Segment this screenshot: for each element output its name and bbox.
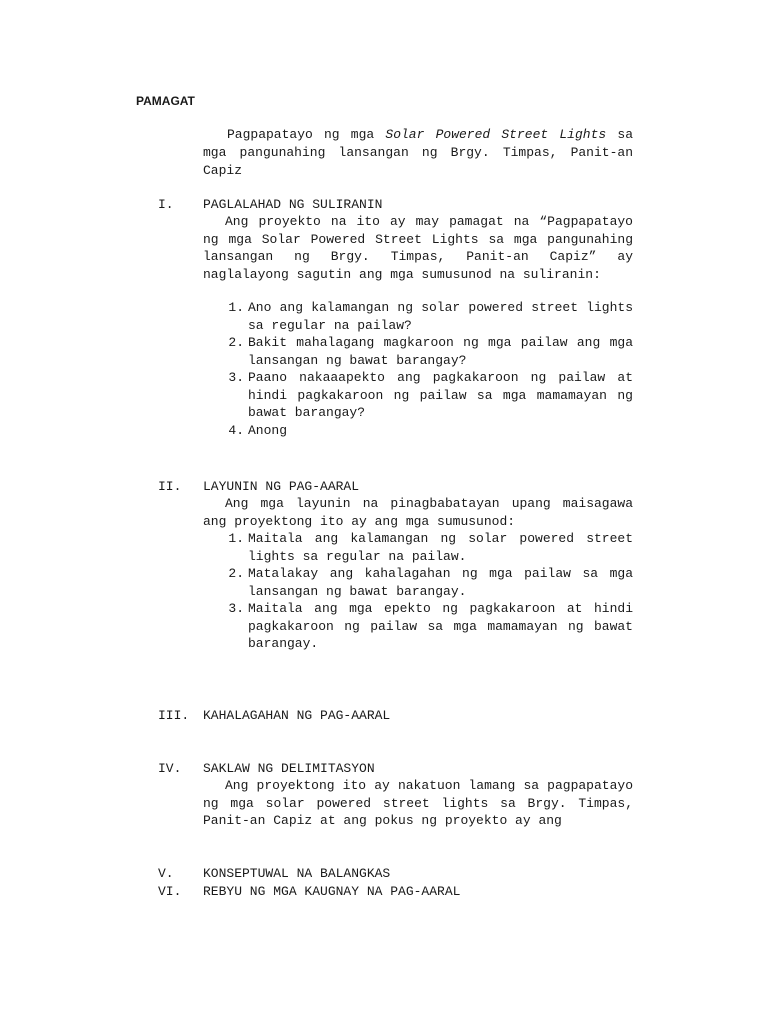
- list-item: [225, 422, 633, 440]
- list-text: Ano ang kalamangan ng solar powered street lights sa regular na pailaw?: [248, 300, 633, 333]
- section-numeral: III.: [158, 708, 190, 723]
- list-number: 1.: [228, 531, 244, 546]
- list-number: 3.: [228, 370, 244, 385]
- list-item: [225, 600, 633, 653]
- question-list: [225, 299, 633, 439]
- page-label: PAMAGAT: [136, 94, 195, 108]
- list-text: Bakit mahalagang magkaroon ng mga pailaw ang mga lansangan ng bawat barangay?: [248, 335, 633, 368]
- section-body: Ang proyekto na ito ay may pamagat na “Pagpapatayo ng mga Solar Powered Street Lights sa mga pangunahing lansangan ng Brgy. Timpas, Panit-an Capiz” ay naglalayong sagutin ang mga sumusunod na suliranin:: [203, 214, 633, 282]
- section-numeral: VI.: [158, 884, 182, 899]
- section-title: KONSEPTUWAL NA BALANGKAS: [203, 866, 391, 881]
- list-text: Anong: [248, 422, 288, 438]
- section-kahalagahan: [158, 707, 633, 724]
- section-numeral: II.: [158, 479, 182, 494]
- list-item: [225, 530, 633, 565]
- section-title: SAKLAW NG DELIMITASYON: [203, 761, 375, 776]
- title-part-1: Pagpapatayo ng mga: [227, 127, 386, 142]
- section-numeral: I.: [158, 197, 174, 212]
- section-title: KAHALAGAHAN NG PAG-AARAL: [203, 708, 391, 723]
- list-text: Matalakay ang kahalagahan ng mga pailaw sa mga lansangan ng bawat barangay.: [248, 566, 633, 599]
- objective-list: [225, 530, 633, 653]
- section-title: LAYUNIN NG PAG-AARAL: [203, 479, 360, 494]
- section-body: Ang proyektong ito ay nakatuon lamang sa pagpapatayo ng mga solar powered street lights sa Brgy. Timpas, Panit-an Capiz at ang pokus ng proyekto ay ang: [203, 778, 633, 828]
- section-body: Ang mga layunin na pinagbabatayan upang maisagawa ang proyektong ito ay ang mga sumusunod:: [203, 496, 633, 529]
- list-number: 2.: [228, 566, 244, 581]
- list-item: [225, 299, 633, 334]
- section-numeral: IV.: [158, 761, 182, 776]
- list-item: [225, 334, 633, 369]
- title-italic: Solar Powered Street Lights: [385, 127, 607, 142]
- section-paglalahad: [158, 196, 633, 439]
- section-konseptuwal: [158, 865, 633, 882]
- section-title: PAGLALAHAD NG SULIRANIN: [203, 197, 383, 212]
- section-layunin: [158, 478, 633, 653]
- list-number: 3.: [228, 601, 244, 616]
- list-number: 1.: [228, 300, 244, 315]
- list-number: 2.: [228, 335, 244, 350]
- title-part-2: sa mga pangunahing lansangan ng Brgy. Timpas, Panit-an Capiz: [203, 127, 633, 178]
- list-item: [225, 369, 633, 422]
- list-text: Maitala ang mga epekto ng pagkakaroon at hindi pagkakaroon ng pailaw sa mga mamamayan ng bawat barangay.: [248, 601, 633, 651]
- section-rebyu: [158, 883, 633, 900]
- section-saklaw: [158, 760, 633, 830]
- section-title: REBYU NG MGA KAUGNAY NA PAG-AARAL: [203, 884, 461, 899]
- section-numeral: V.: [158, 866, 174, 881]
- document-title: [203, 126, 633, 180]
- list-number: 4.: [228, 422, 244, 438]
- list-item: [225, 565, 633, 600]
- list-text: Maitala ang kalamangan ng solar powered street lights sa regular na pailaw.: [248, 531, 633, 564]
- list-text: Paano nakaaapekto ang pagkakaroon ng pailaw at hindi pagkakaroon ng pailaw sa mga mamamayan ng bawat barangay?: [248, 370, 633, 420]
